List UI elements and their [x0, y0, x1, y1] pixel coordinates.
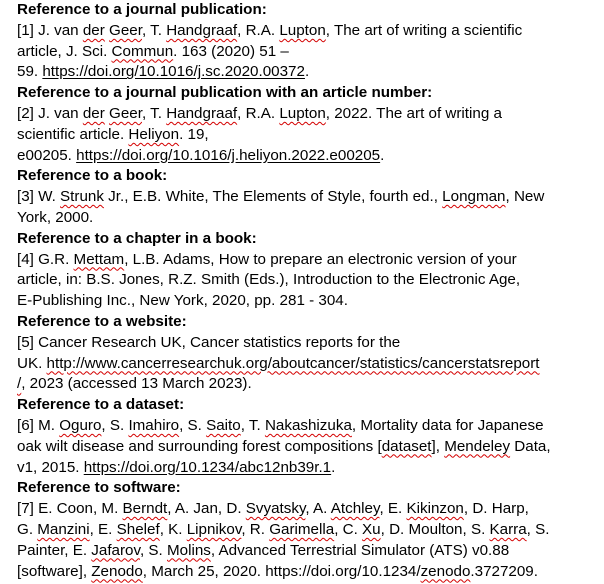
- reference-line: [17, 125, 586, 146]
- section-heading: Reference to a book:: [17, 167, 168, 185]
- spellcheck-flagged-word: Garimella: [269, 520, 335, 538]
- reference-text: , D. Harp,: [463, 500, 529, 518]
- reference-text: , R.: [241, 520, 270, 538]
- reference-text: scientific article.: [17, 125, 129, 143]
- section-heading: Reference to software:: [17, 479, 181, 497]
- reference-line: [17, 208, 586, 229]
- section-heading: Reference to a chapter in a book:: [17, 229, 257, 247]
- reference-text: , S.: [101, 416, 129, 434]
- reference-text: [5] Cancer Research UK, Cancer statistics reports for the: [17, 333, 401, 351]
- reference-text: , R.A.: [237, 21, 280, 39]
- spellcheck-flagged-word: Oguro: [59, 416, 102, 434]
- reference-line: [17, 333, 586, 354]
- spellcheck-flagged-word: Nakashizuka: [264, 416, 352, 434]
- reference-text: ],: [431, 437, 445, 455]
- reference-text: , E.: [379, 500, 407, 518]
- section-heading: Reference to a journal publication with an article number:: [17, 84, 433, 102]
- reference-text: , 2023 (accessed 13 March 2023).: [21, 375, 252, 393]
- spellcheck-flagged-word: Handgraaf: [166, 21, 238, 39]
- reference-text: , A. Jan, D.: [167, 500, 246, 518]
- spellcheck-flagged-word: Lipnikov: [186, 520, 242, 538]
- reference-line: [17, 374, 586, 395]
- doi-link[interactable]: https://doi.org/10.1016/j.heliyon.2022.e00205: [76, 146, 381, 164]
- reference-text: article, in: B.S. Jones, R.Z. Smith (Eds.), Introduction to the Electronic Age,: [17, 271, 521, 289]
- reference-text: , March 25, 2020. https://doi.org/10.1234/: [142, 562, 421, 580]
- doi-link[interactable]: /: [17, 375, 22, 393]
- reference-text: Painter, E.: [17, 541, 92, 559]
- reference-line: [17, 21, 586, 42]
- reference-text: .: [380, 146, 385, 164]
- reference-line: [17, 250, 586, 271]
- reference-text: 59.: [17, 63, 43, 81]
- reference-text: , A.: [305, 500, 331, 518]
- reference-text: .3727209.: [470, 562, 538, 580]
- reference-text: article, J. Sci.: [17, 42, 112, 60]
- reference-text: , New: [505, 188, 545, 206]
- reference-text: Jr., E.B. White, The Elements of Style, fourth ed.,: [103, 188, 443, 206]
- spellcheck-flagged-word: Jafarov: [91, 541, 140, 559]
- reference-line: [17, 187, 586, 208]
- reference-line: [17, 458, 586, 479]
- reference-line: [17, 437, 586, 458]
- reference-text: .: [304, 63, 310, 81]
- reference-line: [17, 562, 586, 583]
- reference-text: York, 2000.: [17, 208, 94, 226]
- reference-text: , S.: [179, 416, 207, 434]
- spellcheck-flagged-word: Mendeley: [444, 437, 511, 455]
- spellcheck-flagged-word: Saito: [206, 416, 241, 434]
- spellcheck-flagged-word: zenodo: [420, 562, 471, 580]
- reference-text: [4] G.R.: [17, 250, 74, 268]
- reference-line: [17, 354, 586, 375]
- spellcheck-flagged-word: Svyatsky: [245, 500, 306, 518]
- spellcheck-flagged-word: Strunk: [60, 188, 104, 206]
- reference-text: UK.: [17, 354, 47, 372]
- reference-text: , C.: [334, 520, 363, 538]
- reference-line: [17, 499, 586, 520]
- reference-text: E-Publishing Inc., New York, 2020, pp. 281 - 304.: [17, 292, 348, 310]
- doi-link[interactable]: http://www.cancerresearchuk.org/aboutcancer/statistics/cancerstatsreport: [46, 354, 540, 372]
- spellcheck-flagged-word: Manzini: [37, 520, 90, 538]
- spellcheck-flagged-word: der: [82, 21, 105, 39]
- doi-link[interactable]: https://doi.org/10.1234/abc12nb39r.1: [83, 458, 332, 476]
- reference-text: [software],: [17, 562, 92, 580]
- reference-line: [17, 291, 586, 312]
- reference-text: [2] J. van: [17, 104, 83, 122]
- section-heading: Reference to a journal publication:: [17, 1, 267, 18]
- reference-line: [17, 42, 586, 63]
- reference-text: v1, 2015.: [17, 458, 84, 476]
- reference-text: , T.: [141, 104, 167, 122]
- reference-text: e00205.: [17, 146, 77, 164]
- reference-line: [17, 270, 586, 291]
- spellcheck-flagged-word: Commun: [111, 42, 174, 60]
- section-heading: Reference to a website:: [17, 312, 187, 330]
- spellcheck-flagged-word: Geer: [109, 104, 142, 122]
- reference-text: , K.: [159, 520, 187, 538]
- spellcheck-flagged-word: Shelef: [116, 520, 160, 538]
- reference-text: [1] J. van: [17, 21, 83, 39]
- reference-line: [17, 520, 586, 541]
- reference-text: , S.: [526, 520, 550, 538]
- spellcheck-flagged-word: Longman: [442, 188, 506, 206]
- spellcheck-flagged-word: Imahiro: [128, 416, 180, 434]
- reference-text: , The art of writing a scientific: [325, 21, 523, 39]
- reference-line: [17, 104, 586, 125]
- reference-line: [17, 62, 586, 83]
- spellcheck-flagged-word: Xu: [362, 520, 381, 538]
- reference-text: Data,: [510, 437, 551, 455]
- reference-line: [17, 416, 586, 437]
- reference-text: oak wilt disease and surrounding forest compositions [: [17, 437, 382, 455]
- section-heading: Reference to a dataset:: [17, 396, 185, 414]
- reference-text: , T.: [141, 21, 167, 39]
- reference-text: . 19,: [179, 125, 209, 143]
- reference-line: [17, 146, 586, 167]
- reference-text: , Mortality data for Japanese: [351, 416, 544, 434]
- spellcheck-flagged-word: Molins: [167, 541, 211, 559]
- reference-text: , R.A.: [237, 104, 280, 122]
- reference-text: [6] M.: [17, 416, 60, 434]
- doi-link[interactable]: https://doi.org/10.1016/j.sc.2020.00372: [42, 63, 305, 81]
- reference-text: [3] W.: [17, 188, 61, 206]
- reference-text: , Advanced Terrestrial Simulator (ATS) v0.88: [210, 541, 510, 559]
- reference-text: , T.: [240, 416, 265, 434]
- reference-text: G.: [17, 520, 38, 538]
- reference-text: , E.: [89, 520, 117, 538]
- spellcheck-flagged-word: Lupton: [279, 21, 326, 39]
- spellcheck-flagged-word: Handgraaf: [166, 104, 238, 122]
- spellcheck-flagged-word: Zenodo: [91, 562, 143, 580]
- reference-text: [7] E. Coon, M.: [17, 500, 123, 518]
- reference-text: .: [331, 458, 336, 476]
- spellcheck-flagged-word: dataset: [381, 437, 432, 455]
- spellcheck-flagged-word: Heliyon: [128, 125, 180, 143]
- spellcheck-flagged-word: Berndt: [122, 500, 168, 518]
- reference-text: , D. Moulton, S.: [380, 520, 490, 538]
- spellcheck-flagged-word: Geer: [109, 21, 142, 39]
- reference-line: [17, 541, 586, 562]
- spellcheck-flagged-word: Atchley: [330, 500, 380, 518]
- spellcheck-flagged-word: Karra: [489, 520, 527, 538]
- spellcheck-flagged-word: Kikinzon: [406, 500, 464, 518]
- reference-text: , 2022. The art of writing a: [325, 104, 502, 122]
- spellcheck-flagged-word: Lupton: [279, 104, 326, 122]
- spellcheck-flagged-word: der: [82, 104, 105, 122]
- reference-text: , S.: [139, 541, 167, 559]
- reference-text: , L.B. Adams, How to prepare an electronic version of your: [124, 250, 517, 268]
- reference-text: . 163 (2020) 51 –: [173, 42, 289, 60]
- spellcheck-flagged-word: Mettam: [73, 250, 125, 268]
